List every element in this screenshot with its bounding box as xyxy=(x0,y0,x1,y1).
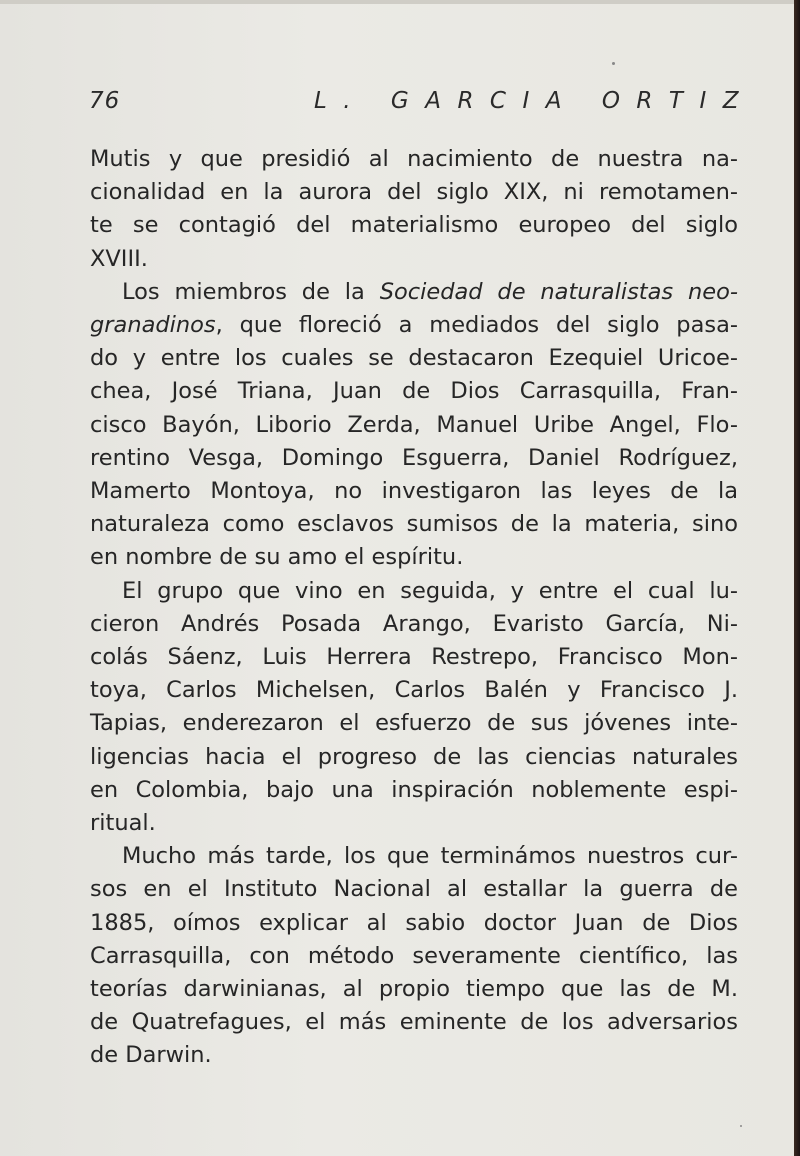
paper-speck xyxy=(612,62,615,65)
body-text xyxy=(90,143,738,1073)
text-line: Tapias, enderezaron el esfuerzo de sus jóvenes inte- xyxy=(90,710,738,737)
text-line xyxy=(90,276,738,309)
paragraph-4 xyxy=(90,840,738,1072)
text-line: sos en el Instituto Nacional al estallar la guerra de xyxy=(90,876,738,903)
text-line: Mucho más tarde, los que terminámos nuestros cur- xyxy=(122,843,738,870)
page-number: 76 xyxy=(89,88,121,114)
text-fragment: , que floreció a mediados del siglo pasa- xyxy=(215,312,738,339)
text-line: Carrasquilla, con método severamente científico, las xyxy=(90,942,738,969)
text-line: cionalidad en la aurora del siglo XIX, ni remotamen- xyxy=(90,179,738,206)
text-fragment: Los miembros de la xyxy=(122,278,380,305)
society-name-italic: Sociedad de naturalistas neo- xyxy=(379,278,738,305)
page-header xyxy=(89,88,755,122)
text-line: teorías darwinianas, al propio tiempo que las de M. xyxy=(90,976,738,1003)
paragraph-3 xyxy=(90,575,738,841)
text-line: XVIII. xyxy=(90,245,148,272)
text-line: de Darwin. xyxy=(90,1042,212,1069)
text-line: 1885, oímos explicar al sabio doctor Juan de Dios xyxy=(90,909,738,936)
text-line: ritual. xyxy=(90,810,156,837)
text-line: en nombre de su amo el espíritu. xyxy=(90,544,464,571)
text-line: Mamerto Montoya, no investigaron las leyes de la xyxy=(90,478,738,505)
paper-speck xyxy=(740,1125,742,1127)
text-line: naturaleza como esclavos sumisos de la materia, sino xyxy=(90,511,738,538)
paragraph-1 xyxy=(90,143,738,276)
text-line: El grupo que vino en seguida, y entre el cual lu- xyxy=(122,577,738,604)
book-binding-edge xyxy=(794,0,800,1156)
text-line: rentino Vesga, Domingo Esguerra, Daniel Rodríguez, xyxy=(90,444,738,471)
text-line: cisco Bayón, Liborio Zerda, Manuel Uribe Angel, Flo- xyxy=(90,411,738,438)
text-line xyxy=(90,309,738,342)
paragraph-2 xyxy=(90,276,738,575)
text-line: colás Sáenz, Luis Herrera Restrepo, Francisco Mon- xyxy=(90,644,738,671)
text-line: te se contagió del materialismo europeo del siglo xyxy=(90,212,738,239)
society-name-italic-cont: granadinos xyxy=(90,312,216,339)
text-line: ligencias hacia el progreso de las ciencias naturales xyxy=(90,743,738,770)
text-line: Mutis y que presidió al nacimiento de nuestra na- xyxy=(90,146,738,172)
text-line: cieron Andrés Posada Arango, Evaristo García, Ni- xyxy=(90,610,738,637)
text-line: toya, Carlos Michelsen, Carlos Balén y Francisco J. xyxy=(90,677,738,704)
text-line: do y entre los cuales se destacaron Ezequiel Uricoe- xyxy=(90,345,738,372)
text-line: en Colombia, bajo una inspiración noblemente espi- xyxy=(90,776,738,803)
text-line: de Quatrefagues, el más eminente de los adversarios xyxy=(90,1009,738,1036)
text-line: chea, José Triana, Juan de Dios Carrasquilla, Fran- xyxy=(90,378,738,405)
running-head: L. GARCIA ORTIZ xyxy=(313,88,755,114)
page-top-edge xyxy=(0,0,794,4)
